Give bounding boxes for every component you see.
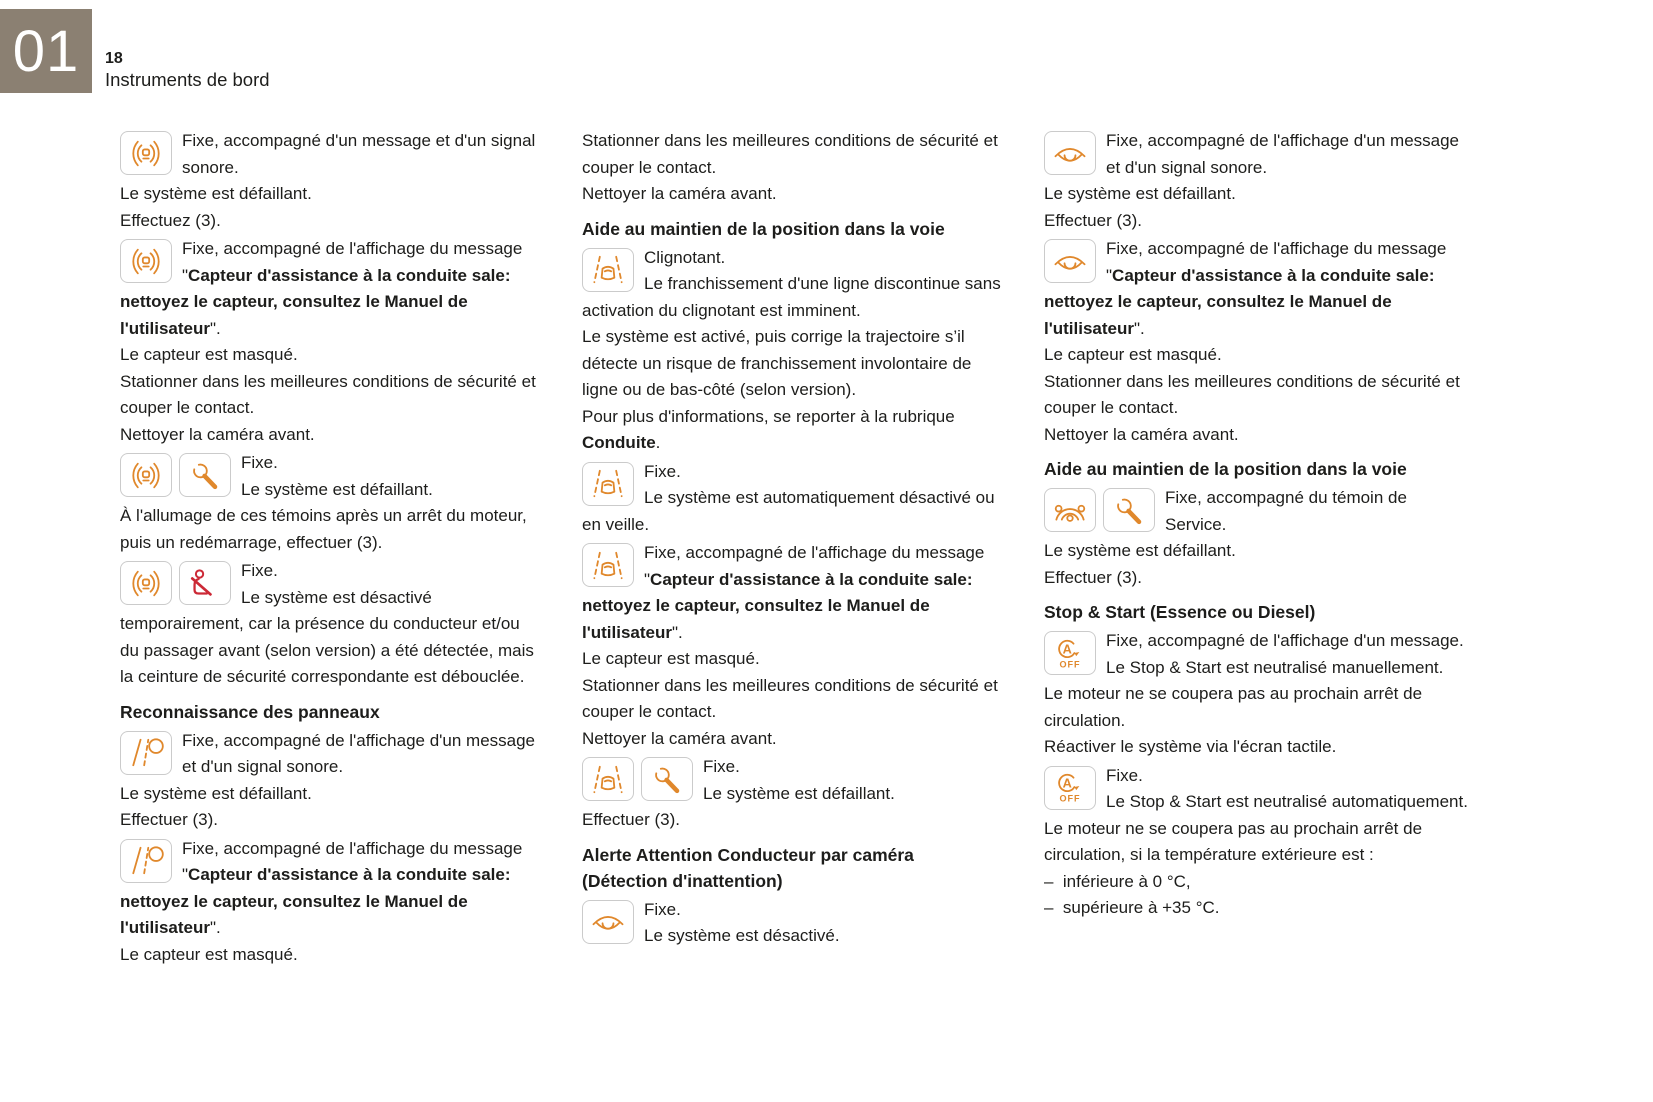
content-columns: [120, 128, 1470, 970]
body-text: Le système est défaillant.: [120, 783, 312, 803]
service-wrench-icon: [1103, 488, 1155, 532]
text-block: [582, 128, 1004, 208]
body-text: Fixe.: [703, 757, 740, 776]
body-text: Effectuer (3).: [120, 810, 218, 829]
body-text: Fixe, accompagné de l'affichage du message "Capteur d'assistance à la conduite sale: nettoyez le capteur, consultez le Manuel de l'utilisateur".: [1044, 239, 1447, 338]
body-text: Le capteur est masqué.: [120, 345, 298, 364]
subsection-heading: Aide au maintien de la position dans la voie: [1044, 459, 1407, 479]
body-text: Nettoyer la caméra avant.: [582, 184, 777, 203]
body-text: Nettoyer la caméra avant.: [1044, 424, 1239, 444]
indicator-entry: [582, 540, 1004, 752]
stop-start-off-icon: [1044, 766, 1096, 810]
indicator-entry: [1044, 763, 1470, 922]
warning-lamp-icons: [582, 543, 634, 587]
warning-lamp-icons: [120, 239, 172, 283]
body-text: Le système est défaillant.: [120, 184, 312, 203]
body-text: Fixe.: [241, 561, 278, 580]
indicator-entry: [120, 236, 542, 448]
body-text: Réactiver le système via l'écran tactile.: [1044, 737, 1337, 756]
body-text: Effectuer (3).: [582, 810, 680, 829]
body-text: – inférieure à 0 °C,: [1044, 871, 1191, 891]
driver-attention-icon: [582, 900, 634, 944]
body-text: Stationner dans les meilleures conditions de sécurité et couper le contact.: [1044, 371, 1460, 417]
warning-lamp-icons: [1044, 239, 1096, 283]
warning-lamp-icons: [582, 757, 693, 801]
body-text: Pour plus d'informations, se reporter à la rubrique Conduite.: [582, 406, 955, 452]
body-text: Le système est activé, puis corrige la trajectoire s’il détecte un risque de franchissement involontaire de ligne ou de bas-côté (selon version).: [582, 327, 972, 399]
lane-departure-warning-icon: [582, 248, 634, 292]
body-text: Fixe, accompagné de l'affichage du message "Capteur d'assistance à la conduite sale: nettoyez le capteur, consultez le Manuel de l'utilisateur".: [120, 239, 523, 338]
column-3: [1044, 128, 1470, 924]
body-text: Fixe, accompagné d'un message et d'un signal sonore.: [182, 131, 536, 177]
body-text: Effectuer (3).: [1044, 567, 1142, 587]
indicator-entry: [120, 836, 542, 969]
seatbelt-warning-icon: [179, 561, 231, 605]
driving-assist-camera-icon: [120, 453, 172, 497]
svg-text:A: A: [1062, 641, 1072, 656]
warning-lamp-icons: [1044, 631, 1096, 675]
body-text: Fixe, accompagné de l'affichage d'un message et d'un signal sonore.: [182, 730, 536, 776]
column-1: [120, 128, 542, 970]
body-text: Le capteur est masqué.: [120, 944, 298, 964]
lane-departure-warning-icon: [582, 543, 634, 587]
body-text: Le système est défaillant.: [1044, 184, 1236, 203]
body-text: Le capteur est masqué.: [1044, 345, 1222, 364]
driving-assist-camera-icon: [120, 561, 172, 605]
bold-text: Conduite: [582, 433, 656, 452]
chapter-number: 01: [12, 18, 80, 84]
service-wrench-icon: [641, 757, 693, 801]
warning-lamp-icons: [120, 453, 231, 497]
warning-lamp-icons: [582, 462, 634, 506]
warning-lamp-icons: [120, 131, 172, 175]
section-title: Instruments de bord: [105, 69, 270, 90]
indicator-entry: [120, 128, 542, 234]
body-text: Stationner dans les meilleures conditions de sécurité et couper le contact.: [582, 675, 998, 721]
traffic-sign-recognition-icon: [120, 839, 172, 883]
body-text: Fixe, accompagné de l'affichage d'un message et d'un signal sonore.: [1106, 131, 1460, 177]
body-text: Nettoyer la caméra avant.: [582, 728, 777, 748]
body-text: Le Stop & Start est neutralisé automatiquement.: [1106, 792, 1468, 811]
indicator-entry: [1044, 128, 1470, 234]
body-text: Le capteur est masqué.: [582, 649, 760, 668]
body-text: – supérieure à +35 °C.: [1044, 898, 1220, 917]
svg-text:OFF: OFF: [1059, 793, 1081, 804]
body-text: À l'allumage de ces témoins après un arrêt du moteur, puis un redémarrage, effectuer (3).: [120, 506, 527, 552]
subsection-heading: Reconnaissance des panneaux: [120, 701, 380, 722]
body-text: Le moteur ne se coupera pas au prochain arrêt de circulation.: [1044, 684, 1423, 730]
lane-assist-hands-icon: [1044, 488, 1096, 532]
warning-lamp-icons: [1044, 488, 1155, 532]
driver-attention-icon: [1044, 239, 1096, 283]
body-text: Le système est défaillant.: [241, 479, 433, 499]
stop-start-off-icon: [1044, 631, 1096, 675]
warning-lamp-icons: [1044, 766, 1096, 810]
warning-lamp-icons: [582, 900, 634, 944]
indicator-entry: [582, 459, 1004, 539]
indicator-entry: [120, 728, 542, 834]
page-number: 18: [105, 50, 123, 67]
service-wrench-icon: [179, 453, 231, 497]
lane-departure-warning-icon: [582, 462, 634, 506]
body-text: Fixe, accompagné de l'affichage du message "Capteur d'assistance à la conduite sale: nettoyez le capteur, consultez le Manuel de l'utilisateur".: [120, 838, 523, 937]
body-text: Effectuez (3).: [120, 210, 221, 230]
body-text: Clignotant.: [644, 247, 726, 267]
warning-lamp-icons: [120, 731, 172, 775]
subsection-heading: Alerte Attention Conducteur par caméra (Détection d'inattention): [582, 844, 914, 891]
body-text: Fixe.: [644, 461, 681, 481]
body-text: Le système est défaillant.: [703, 783, 895, 803]
column-2: [582, 128, 1004, 952]
body-text: Le franchissement d'une ligne discontinue sans activation du clignotant est imminent.: [582, 274, 1001, 320]
indicator-entry: [1044, 485, 1470, 591]
warning-lamp-icons: [1044, 131, 1096, 175]
indicator-entry: [1044, 236, 1470, 448]
chapter-tab: [0, 9, 92, 93]
body-text: Le système est automatiquement désactivé ou en veille.: [582, 488, 995, 534]
driving-assist-camera-icon: [120, 239, 172, 283]
lane-departure-warning-icon: [582, 757, 634, 801]
body-text: Le Stop & Start est neutralisé manuellement.: [1106, 657, 1444, 677]
indicator-entry: [120, 450, 542, 556]
body-text: Fixe.: [1106, 765, 1143, 785]
body-text: Fixe, accompagné du témoin de Service.: [1165, 488, 1407, 534]
body-text: Fixe.: [241, 453, 278, 472]
bold-text: Capteur d'assistance à la conduite sale: nettoyez le capteur, consultez le Manuel de l'utilisateur: [582, 569, 973, 642]
body-text: Le moteur ne se coupera pas au prochain arrêt de circulation, si la température extérieure est :: [1044, 818, 1423, 864]
driving-assist-camera-icon: [120, 131, 172, 175]
subsection-heading: Aide au maintien de la position dans la voie: [582, 218, 945, 239]
warning-lamp-icons: [582, 248, 634, 292]
body-text: Fixe, accompagné de l'affichage d'un message.: [1106, 631, 1464, 650]
body-text: Stationner dans les meilleures conditions de sécurité et couper le contact.: [582, 131, 998, 177]
svg-text:OFF: OFF: [1059, 659, 1081, 670]
body-text: Stationner dans les meilleures conditions de sécurité et couper le contact.: [120, 371, 536, 417]
indicator-entry: [120, 558, 542, 691]
indicator-entry: [1044, 628, 1470, 761]
body-text: Le système est désactivé temporairement, car la présence du conducteur et/ou du passager avant (selon version) a été détectée, mais la ceinture de sécurité correspondante est débouclée.: [120, 587, 534, 686]
body-text: Effectuer (3).: [1044, 210, 1142, 230]
bold-text: Capteur d'assistance à la conduite sale: nettoyez le capteur, consultez le Manuel de l'utilisateur: [120, 265, 511, 338]
traffic-sign-recognition-icon: [120, 731, 172, 775]
warning-lamp-icons: [120, 839, 172, 883]
warning-lamp-icons: [120, 561, 231, 605]
bold-text: Capteur d'assistance à la conduite sale: nettoyez le capteur, consultez le Manuel de l'utilisateur: [1044, 265, 1435, 338]
svg-text:A: A: [1062, 775, 1072, 791]
body-text: Le système est défaillant.: [1044, 541, 1236, 560]
bold-text: Capteur d'assistance à la conduite sale: nettoyez le capteur, consultez le Manuel de l'utilisateur: [120, 865, 511, 937]
body-text: Fixe, accompagné de l'affichage du message "Capteur d'assistance à la conduite sale: nettoyez le capteur, consultez le Manuel de l'utilisateur".: [582, 543, 985, 642]
subsection-heading: Stop & Start (Essence ou Diesel): [1044, 602, 1316, 622]
body-text: Nettoyer la caméra avant.: [120, 424, 315, 444]
indicator-entry: [582, 754, 1004, 834]
indicator-entry: [582, 245, 1004, 457]
page-header: [105, 50, 270, 92]
body-text: Le système est désactivé.: [644, 926, 840, 945]
body-text: Fixe.: [644, 899, 681, 919]
indicator-entry: [582, 897, 1004, 950]
driver-attention-icon: [1044, 131, 1096, 175]
